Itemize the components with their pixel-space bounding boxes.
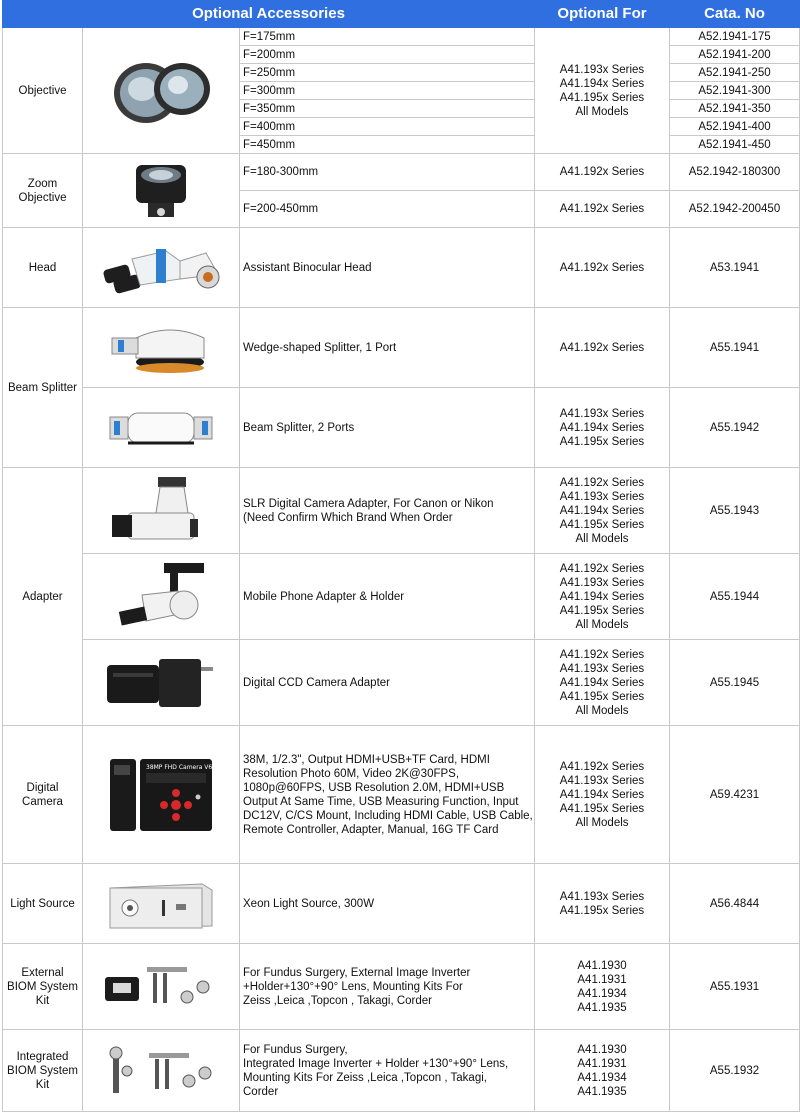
- category-objective: Objective: [3, 28, 83, 154]
- phone-adapter-icon: [106, 559, 216, 635]
- light-source-icon: [106, 874, 216, 934]
- category-digital-camera: Digital Camera: [3, 726, 83, 864]
- binocular-head-icon: [96, 233, 226, 303]
- table-row: [3, 640, 800, 726]
- cata-no-cell: A55.1942: [670, 388, 800, 468]
- external-biom-image: [83, 944, 240, 1030]
- header-row: [3, 1, 800, 28]
- head-image: [83, 228, 240, 308]
- cata-no-cell: A55.1931: [670, 944, 800, 1030]
- zoom-objective-icon: [126, 159, 196, 223]
- cata-no-cell: A52.1941-300: [670, 82, 800, 100]
- table-row: [3, 28, 800, 46]
- category-beam-splitter: Beam Splitter: [3, 308, 83, 468]
- table-row: [3, 1030, 800, 1112]
- optional-for-cell: A41.192x Series A41.193x Series A41.194x Series A41.195x Series All Models: [535, 554, 670, 640]
- category-zoom-objective: Zoom Objective: [3, 154, 83, 228]
- optional-for-cell: A41.1930 A41.1931 A41.1934 A41.1935: [535, 1030, 670, 1112]
- table-row: [3, 944, 800, 1030]
- desc-cell: Digital CCD Camera Adapter: [240, 640, 535, 726]
- cata-no-cell: A52.1941-200: [670, 46, 800, 64]
- optional-for-cell: A41.192x Series: [535, 228, 670, 308]
- cata-no-cell: A55.1945: [670, 640, 800, 726]
- category-integrated-biom: Integrated BIOM System Kit: [3, 1030, 83, 1112]
- table-row: [3, 308, 800, 388]
- desc-cell: Mobile Phone Adapter & Holder: [240, 554, 535, 640]
- light-source-image: [83, 864, 240, 944]
- wedge-splitter-image: [83, 308, 240, 388]
- ccd-adapter-image: [83, 640, 240, 726]
- desc-cell: F=200mm: [240, 46, 535, 64]
- integrated-biom-image: [83, 1030, 240, 1112]
- optional-for-cell: A41.1930 A41.1931 A41.1934 A41.1935: [535, 944, 670, 1030]
- external-biom-icon: [101, 957, 221, 1017]
- table-row: [3, 228, 800, 308]
- cata-no-cell: A56.4844: [670, 864, 800, 944]
- optional-for-cell: A41.193x Series A41.194x Series A41.195x Series All Models: [535, 28, 670, 154]
- desc-cell: F=175mm: [240, 28, 535, 46]
- desc-cell: F=200-450mm: [240, 191, 535, 228]
- digital-camera-image: [83, 726, 240, 864]
- optional-for-cell: A41.192x Series: [535, 191, 670, 228]
- cata-no-cell: A59.4231: [670, 726, 800, 864]
- table-row: [3, 554, 800, 640]
- optional-for-cell: A41.192x Series: [535, 308, 670, 388]
- optional-for-cell: A41.193x Series A41.195x Series: [535, 864, 670, 944]
- optional-for-cell: A41.192x Series A41.193x Series A41.194x Series A41.195x Series All Models: [535, 468, 670, 554]
- optional-for-cell: A41.193x Series A41.194x Series A41.195x Series: [535, 388, 670, 468]
- desc-cell: 38M, 1/2.3", Output HDMI+USB+TF Card, HDMI Resolution Photo 60M, Video 2K@30FPS, 1080p@60FPS, USB Resolution 2.0M, HDMI+USB Output At Same Time, USB Measuring Function, Input DC12V, C/CS Mount, Including HDMI Cable, USB Cable, Remote Controller, Adapter, Manual, 16G TF Card: [240, 726, 535, 864]
- cata-no-cell: A52.1942-180300: [670, 154, 800, 191]
- header-accessories: Optional Accessories: [3, 1, 535, 28]
- desc-cell: For Fundus Surgery, External Image Inverter +Holder+130°+90° Lens, Mounting Kits For Zeiss ,Leica ,Topcon , Takagi, Corder: [240, 944, 535, 1030]
- desc-cell: SLR Digital Camera Adapter, For Canon or Nikon (Need Confirm Which Brand When Order: [240, 468, 535, 554]
- category-adapter: Adapter: [3, 468, 83, 726]
- desc-cell: F=250mm: [240, 64, 535, 82]
- desc-cell: Xeon Light Source, 300W: [240, 864, 535, 944]
- desc-cell: F=400mm: [240, 118, 535, 136]
- desc-cell: Beam Splitter, 2 Ports: [240, 388, 535, 468]
- optional-for-cell: A41.192x Series A41.193x Series A41.194x Series A41.195x Series All Models: [535, 640, 670, 726]
- cata-no-cell: A52.1941-450: [670, 136, 800, 154]
- objective-lens-icon: [106, 51, 216, 131]
- integrated-biom-icon: [101, 1041, 221, 1101]
- camera-screen-text: 38MP FHD Camera V6: [146, 763, 213, 771]
- cata-no-cell: A52.1941-175: [670, 28, 800, 46]
- cata-no-cell: A55.1932: [670, 1030, 800, 1112]
- cata-no-cell: A52.1941-400: [670, 118, 800, 136]
- accessories-table: [2, 0, 800, 1112]
- objective-image: [83, 28, 240, 154]
- desc-cell: F=350mm: [240, 100, 535, 118]
- optional-for-cell: A41.192x Series: [535, 154, 670, 191]
- category-head: Head: [3, 228, 83, 308]
- desc-cell: F=180-300mm: [240, 154, 535, 191]
- category-light-source: Light Source: [3, 864, 83, 944]
- cata-no-cell: A53.1941: [670, 228, 800, 308]
- slr-adapter-icon: [106, 473, 216, 549]
- desc-cell: F=450mm: [240, 136, 535, 154]
- cata-no-cell: A52.1941-350: [670, 100, 800, 118]
- desc-cell: Assistant Binocular Head: [240, 228, 535, 308]
- wedge-splitter-icon: [106, 318, 216, 378]
- desc-cell: For Fundus Surgery, Integrated Image Inverter + Holder +130°+90° Lens, Mounting Kits For Zeiss ,Leica ,Topcon , Takagi, Corder: [240, 1030, 535, 1112]
- table-row: [3, 726, 800, 864]
- desc-cell: Wedge-shaped Splitter, 1 Port: [240, 308, 535, 388]
- category-external-biom: External BIOM System Kit: [3, 944, 83, 1030]
- table-row: [3, 388, 800, 468]
- ccd-adapter-icon: [101, 653, 221, 713]
- digital-camera-icon: [106, 753, 216, 837]
- cata-no-cell: A52.1942-200450: [670, 191, 800, 228]
- header-optional-for: Optional For: [535, 1, 670, 28]
- optional-for-cell: A41.192x Series A41.193x Series A41.194x Series A41.195x Series All Models: [535, 726, 670, 864]
- slr-adapter-image: [83, 468, 240, 554]
- table-row: [3, 154, 800, 191]
- cata-no-cell: A52.1941-250: [670, 64, 800, 82]
- beam-splitter-image: [83, 388, 240, 468]
- cata-no-cell: A55.1944: [670, 554, 800, 640]
- desc-cell: F=300mm: [240, 82, 535, 100]
- table-row: [3, 864, 800, 944]
- cata-no-cell: A55.1941: [670, 308, 800, 388]
- zoom-objective-image: [83, 154, 240, 228]
- beam-splitter-icon: [106, 403, 216, 453]
- cata-no-cell: A55.1943: [670, 468, 800, 554]
- table-row: [3, 468, 800, 554]
- header-cata-no: Cata. No: [670, 1, 800, 28]
- phone-adapter-image: [83, 554, 240, 640]
